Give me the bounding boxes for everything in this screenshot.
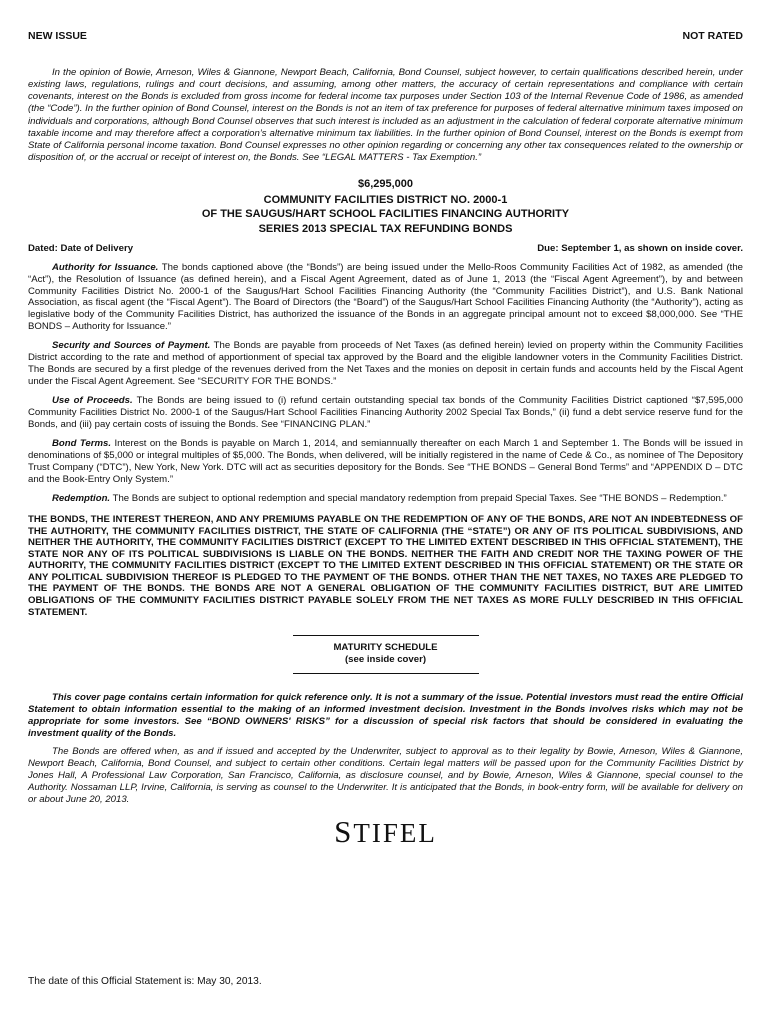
tax-opinion-paragraph: In the opinion of Bowie, Arneson, Wiles & Giannone, Newport Beach, California, Bond Counsel, subject however, to certain qualifications described herein, under existing laws, regulations, rulings and court decisions, and assuming, among other matters, the accuracy of certain representations and compliance with certain covenants, interest on the Bonds is excluded from gross income for federal income tax purposes under Section 103 of the Internal Revenue Code of 1986, as amended (the “Code”). In the further opinion of Bond Counsel, interest on the Bonds is not an item of tax preference for purposes of federal alternative minimum taxes imposed on individuals and corporations, although Bond Counsel observes that such interest is included as an adjustment in the calculation of federal corporate alternative minimum taxable income and may therefore affect a corporation’s alternative minimum tax liabilities. In the further opinion of Bond Counsel, interest on the Bonds is exempt from State of California personal income taxation. Bond Counsel expresses no other opinion regarding or concerning any other tax consequences related to the ownership or disposition of, or the accrual or receipt of interest on, the Bonds. See “LEGAL MATTERS - Tax Exemption.” <box>28 67 743 164</box>
bond-title <box>28 177 743 236</box>
due-label: Due: September 1, as shown on inside cover. <box>537 243 743 255</box>
offering-paragraph: The Bonds are offered when, as and if issued and accepted by the Underwriter, subject to approval as to their legality by Bowie, Arneson, Wiles & Giannone, Newport Beach, California, Bond Counsel, and subject to certain other conditions. Certain legal matters will be passed upon for the Community Facilities District by Jones Hall, A Professional Law Corporation, San Francisco, California, as disclosure counsel, and by Bowie, Arneson, Wiles & Giannone, special counsel to the Authority. Nossaman LLP, Irvine, California, is serving as counsel to the Underwriter. It is anticipated that the Bonds, in book-entry form, will be available for delivery on or about June 20, 2013. <box>28 746 743 805</box>
use-of-proceeds-heading: Use of Proceeds. <box>52 395 133 407</box>
underwriter-logo <box>28 814 743 850</box>
security-paragraph <box>28 340 743 387</box>
dated-label: Dated: Date of Delivery <box>28 243 134 255</box>
bond-amount: $6,295,000 <box>357 178 414 191</box>
logo-initial: S <box>334 814 354 850</box>
top-line <box>28 30 743 42</box>
bond-terms-text: Interest on the Bonds is payable on March 1, 2014, and semiannually thereafter on each March 1 and September 1. The Bonds will be issued in denominations of $5,000 or integral multiples of $5,000. The Bonds, when delivered, will be initially registered in the name of Cede & Co., as nominee of The Depository Trust Company (“DTC”), New York, New York. DTC will act as securities depository for the Bonds. See “THE BONDS – General Bond Terms” and “APPENDIX D – DTC and the Book-Entry Only System.” <box>28 438 743 485</box>
maturity-schedule-box <box>293 635 479 674</box>
bond-terms-heading: Bond Terms. <box>52 438 112 450</box>
maturity-schedule-note: (see inside cover) <box>344 654 427 666</box>
security-text: The Bonds are payable from proceeds of Net Taxes (as defined herein) levied on property within the Community Facilities District according to the rate and method of apportionment of special tax approved by the Board and the eligible landowner voters in the Community Facilities District. The Bonds are secured by a first pledge of the revenues derived from the Net Taxes and the monies on deposit in certain funds and accounts held by the Fiscal Agent under the Fiscal Agent Agreement. See “SECURITY FOR THE BONDS.” <box>28 340 743 387</box>
security-heading: Security and Sources of Payment. <box>52 340 211 352</box>
use-of-proceeds-paragraph <box>28 395 743 430</box>
bond-terms-paragraph <box>28 438 743 485</box>
rating-label: NOT RATED <box>682 30 743 42</box>
dated-due-line <box>28 243 743 254</box>
statement-date: The date of this Official Statement is: May 30, 2013. <box>28 976 262 987</box>
title-line-1: COMMUNITY FACILITIES DISTRICT NO. 2000-1 <box>263 193 508 206</box>
redemption-heading: Redemption. <box>52 493 111 505</box>
cover-page-notice: This cover page contains certain information for quick reference only. It is not a summary of the issue. Potential investors must read the entire Official Statement to obtain information essential to the making of an informed investment decision. Investment in the Bonds involves risks which may not be appropriate for some investors. See “BOND OWNERS' RISKS” for a discussion of special risk factors that should be considered in evaluating the investment quality of the Bonds. <box>28 692 743 739</box>
authority-text: The bonds captioned above (the “Bonds”) are being issued under the Mello-Roos Community Facilities Act of 1982, as amended (the “Act”), the Resolution of Issuance (as defined herein), and a Fiscal Agent Agreement, dated as of June 1, 2013 (the “Fiscal Agent Agreement”), by and between Community Facilities District No. 2000-1 of the Saugus/Hart School Facilities Financing Authority (the “Community Facilities District”), and U.S. Bank National Association, as fiscal agent (the “Fiscal Agent”). The Board of Directors (the “Board”) of the Saugus/Hart School Facilities Financing Authority (the “Authority”), acting as legislative body of the Community Facilities District, has authorized the issuance of the Bonds in an aggregate principal amount not to exceed $8,000,000. See “THE BONDS – Authority for Issuance.” <box>28 262 744 332</box>
new-issue-label: NEW ISSUE <box>28 30 87 42</box>
maturity-schedule-title: MATURITY SCHEDULE <box>333 642 438 654</box>
authority-heading: Authority for Issuance. <box>52 262 159 274</box>
logo-rest: TIFEL <box>353 818 437 849</box>
authority-paragraph <box>28 262 743 332</box>
title-line-3: SERIES 2013 SPECIAL TAX REFUNDING BONDS <box>258 222 513 235</box>
liability-disclaimer: THE BONDS, THE INTEREST THEREON, AND ANY PREMIUMS PAYABLE ON THE REDEMPTION OF ANY OF THE BONDS, ARE NOT AN INDEBTEDNESS OF THE AUTHORITY, THE COMMUNITY FACILITIES DISTRICT, THE STATE OF CALIFORNIA (THE “STATE”) OR ANY OF ITS POLITICAL SUBDIVISIONS, AND NEITHER THE AUTHORITY, THE COMMUNITY FACILITIES DISTRICT (EXCEPT TO THE LIMITED EXTENT DESCRIBED IN THIS OFFICIAL STATEMENT), THE STATE NOR ANY OF ITS POLITICAL SUBDIVISIONS IS LIABLE ON THE BONDS. NEITHER THE FAITH AND CREDIT NOR THE TAXING POWER OF THE AUTHORITY, THE COMMUNITY FACILITIES DISTRICT (EXCEPT TO THE LIMITED EXTENT DESCRIBED IN THIS OFFICIAL STATEMENT) OR THE STATE OR ANY POLITICAL SUBDIVISION THEREOF IS PLEDGED TO THE PAYMENT OF THE BONDS. OTHER THAN THE NET TAXES, NO TAXES ARE PLEDGED TO THE PAYMENT OF THE BONDS. THE BONDS ARE NOT A GENERAL OBLIGATION OF THE COMMUNITY FACILITIES DISTRICT, BUT ARE LIMITED OBLIGATIONS OF THE COMMUNITY FACILITIES DISTRICT PAYABLE SOLELY FROM THE NET TAXES AS MORE FULLY DESCRIBED IN THIS OFFICIAL STATEMENT. <box>28 513 743 618</box>
title-line-2: OF THE SAUGUS/HART SCHOOL FACILITIES FINANCING AUTHORITY <box>201 208 570 221</box>
use-of-proceeds-text: The Bonds are being issued to (i) refund certain outstanding special tax bonds of the Community Facilities District captioned “$7,595,000 Community Facilities District No. 2000-1 of the Saugus/Hart School Facilities Financing Authority 2002 Special Tax Bonds,” (ii) fund a debt service reserve fund for the Bonds, and (iii) pay certain costs of issuing the Bonds. See “FINANCING PLAN.” <box>28 395 743 430</box>
redemption-text: The Bonds are subject to optional redemption and special mandatory redemption from prepaid Special Taxes. See “THE BONDS – Redemption.” <box>110 493 727 505</box>
redemption-paragraph <box>28 493 743 505</box>
